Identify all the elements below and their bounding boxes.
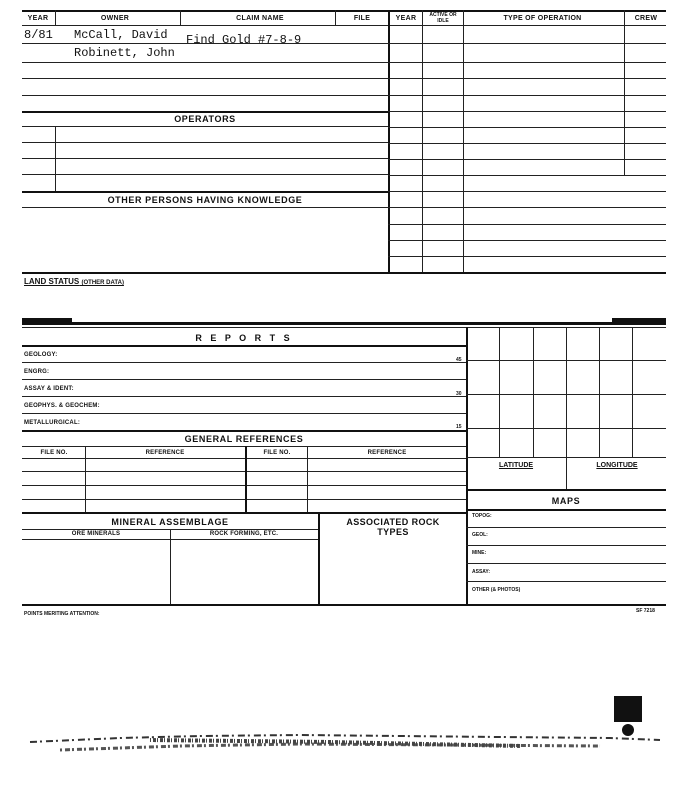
col-header-year-2: YEAR (395, 15, 417, 22)
divider (599, 327, 600, 457)
divider (22, 95, 388, 96)
operators-heading: OPERATORS (174, 114, 236, 124)
divider (388, 207, 666, 208)
assay-ident-label: ASSAY & IDENT: (24, 386, 74, 392)
divider (388, 191, 666, 192)
divider (22, 362, 466, 363)
maps-geol-label: GEOL: (472, 532, 488, 538)
divider (22, 485, 466, 486)
col-header-crew: CREW (634, 15, 658, 22)
geophys-geochem-label: GEOPHYS. & GEOCHEM: (24, 403, 100, 409)
divider (22, 512, 466, 514)
other-persons-heading: OTHER PERSONS HAVING KNOWLEDGE (107, 195, 303, 205)
divider (55, 126, 56, 191)
maps-heading: MAPS (551, 496, 581, 506)
divider (388, 256, 666, 257)
entry-claim-name: Find Gold #7-8-9 (186, 33, 302, 47)
col-header-file: FILE (353, 15, 371, 22)
divider (422, 10, 423, 273)
divider (318, 512, 320, 604)
divider (463, 10, 464, 273)
divider (466, 563, 666, 564)
col-header-claim-name: CLAIM NAME (236, 15, 284, 22)
scan-mark (612, 318, 666, 324)
divider (533, 327, 534, 457)
divider (22, 379, 466, 380)
col-header-owner: OWNER (100, 15, 130, 22)
divider (388, 175, 666, 176)
land-status-label: LAND STATUS (24, 277, 80, 286)
divider (22, 111, 388, 113)
divider (245, 446, 247, 512)
mineral-assemblage-heading: MINERAL ASSEMBLAGE (111, 517, 229, 527)
divider (22, 25, 666, 26)
divider (22, 158, 388, 159)
divider (22, 446, 466, 447)
divider (22, 191, 388, 193)
ore-minerals-label: ORE MINERALS (71, 531, 121, 537)
col-header-type-of-operation: TYPE OF OPERATION (503, 15, 582, 22)
divider (466, 545, 666, 546)
ref-col-file-no-1: FILE NO. (40, 450, 68, 456)
divider (388, 143, 666, 144)
general-references-heading: GENERAL REFERENCES (184, 434, 304, 444)
maps-mine-label: MINE: (472, 550, 487, 556)
engrg-label: ENGRG: (24, 369, 50, 375)
divider (466, 394, 666, 395)
divider (388, 78, 666, 79)
divider (22, 396, 466, 397)
scan-mark (22, 318, 72, 324)
divider (632, 327, 633, 457)
land-status-heading (24, 277, 124, 286)
divider (22, 430, 466, 432)
divider (466, 527, 666, 528)
divider (22, 78, 388, 79)
divider (466, 489, 666, 491)
grid-number-30: 30 (456, 391, 462, 397)
col-header-year: YEAR (27, 15, 49, 22)
points-meriting-attention-label: POINTS MERITING ATTENTION: (24, 611, 100, 617)
divider (466, 457, 666, 458)
ref-col-file-no-2: FILE NO. (263, 450, 291, 456)
rock-forming-label: ROCK FORMING, ETC. (209, 531, 279, 537)
divider (55, 10, 56, 25)
entry-owner-2: Robinett, John (74, 46, 175, 60)
divider (22, 207, 388, 208)
divider (22, 174, 388, 175)
divider (388, 43, 666, 44)
divider (388, 111, 666, 112)
divider (466, 604, 666, 606)
entry-year: 8/81 (24, 28, 53, 42)
col-header-active-or-idle: ACTIVE OR IDLE (429, 12, 457, 24)
maps-topog-label: TOPOG: (472, 513, 492, 519)
divider (388, 95, 666, 96)
divider (466, 360, 666, 361)
divider (22, 142, 388, 143)
divider (307, 446, 308, 512)
form-number: SF 7218 (636, 608, 655, 614)
divider (22, 126, 388, 127)
divider (180, 10, 181, 25)
scan-noise (0, 680, 678, 790)
divider (22, 604, 466, 606)
ref-col-reference-1: REFERENCE (145, 450, 185, 456)
grid-number-45: 45 (456, 357, 462, 363)
divider (388, 224, 666, 225)
divider (466, 581, 666, 582)
divider (388, 159, 666, 160)
maps-other-photos-label: OTHER (& PHOTOS) (472, 587, 521, 593)
divider (566, 327, 567, 489)
divider (22, 471, 466, 472)
divider (22, 327, 666, 328)
divider (466, 428, 666, 429)
ref-col-reference-2: REFERENCE (367, 450, 407, 456)
geology-label: GEOLOGY: (24, 352, 58, 358)
divider (624, 10, 625, 175)
divider (499, 327, 500, 457)
metallurgical-label: METALLURGICAL: (24, 420, 81, 426)
divider (335, 10, 336, 25)
associated-rock-types-heading: ASSOCIATED ROCK TYPES (346, 517, 440, 537)
divider (388, 10, 390, 273)
divider (170, 529, 171, 604)
divider (22, 272, 388, 274)
divider (85, 446, 86, 512)
divider (22, 10, 666, 12)
divider (466, 509, 666, 511)
divider (388, 62, 666, 63)
reports-heading: R E P O R T S (195, 333, 293, 343)
land-status-sub: (OTHER DATA) (81, 280, 124, 286)
divider (22, 458, 466, 459)
entry-owner-1: McCall, David (74, 28, 168, 42)
divider (22, 322, 666, 325)
divider (22, 62, 388, 63)
grid-number-15: 15 (456, 424, 462, 430)
divider (22, 413, 466, 414)
divider (22, 345, 466, 347)
latitude-label: LATITUDE (498, 462, 534, 469)
maps-assay-label: ASSAY: (472, 569, 491, 575)
divider (388, 272, 666, 274)
longitude-label: LONGITUDE (596, 462, 638, 469)
divider (388, 240, 666, 241)
divider (22, 499, 466, 500)
divider (388, 127, 666, 128)
